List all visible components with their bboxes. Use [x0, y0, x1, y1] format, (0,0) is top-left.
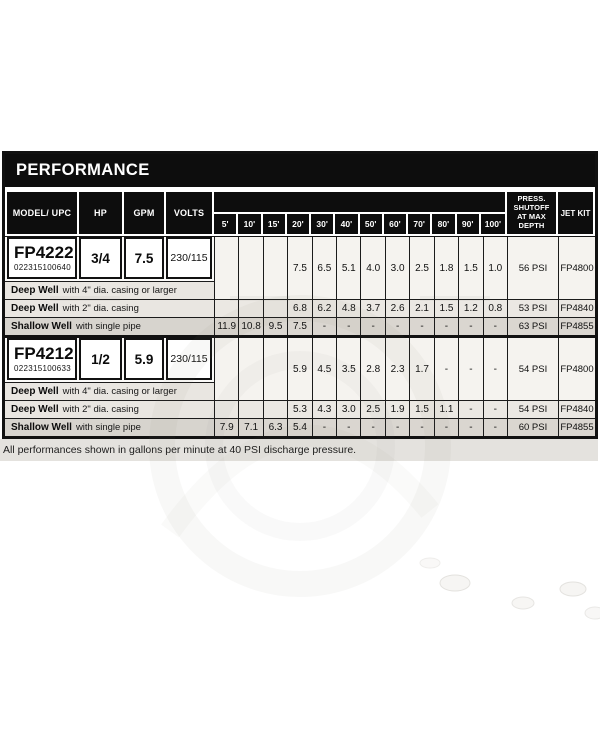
depth-value-cell: 3.7: [360, 299, 384, 317]
depth-value-cell: 4.5: [312, 338, 336, 400]
gpm-cell: [124, 338, 164, 380]
column-header-jet-kit: JET KIT: [558, 192, 593, 234]
press-shutoff-line: AT MAX: [517, 212, 546, 221]
depth-value-cell: 6.3: [263, 418, 287, 436]
hp-value: 3/4: [91, 250, 110, 266]
depth-value-cell: [238, 400, 262, 418]
model-cell: [7, 338, 77, 380]
gpm-value: 7.5: [134, 250, 154, 266]
depth-value-cell: -: [434, 317, 458, 335]
psi-value: 63 PSI: [507, 317, 558, 335]
depth-header-band: [214, 192, 505, 212]
depth-value-cell: -: [483, 317, 507, 335]
depth-value-cell: -: [360, 317, 384, 335]
row-label-rest: with 4" dia. casing or larger: [62, 386, 177, 397]
row-label-bold: Deep Well: [11, 404, 59, 415]
pump-blocks: [5, 236, 595, 436]
depth-value-cell: 2.1: [409, 299, 433, 317]
depth-value-cell: 0.8: [483, 299, 507, 317]
depth-value-cell: 9.5: [263, 317, 287, 335]
depth-value-cell: 7.5: [287, 237, 311, 299]
column-header-model-upc: MODEL/ UPC: [7, 192, 77, 234]
depth-value-cell: 1.5: [434, 299, 458, 317]
volts-value: 230/115: [170, 252, 208, 264]
depth-value-cell: -: [483, 418, 507, 436]
depth-labels-row: [214, 214, 505, 234]
row-label: [5, 299, 214, 317]
press-shutoff-line: PRESS.: [517, 194, 546, 204]
row-label: [5, 400, 214, 418]
depth-value-cell: 1.0: [483, 237, 507, 299]
row-label: [5, 281, 214, 299]
hp-cell: [79, 338, 122, 380]
depth-value-cell: 11.9: [214, 317, 238, 335]
model-cell: [7, 237, 77, 279]
jet-kit-value: FP4855: [558, 317, 595, 335]
depth-value-cell: [238, 338, 262, 400]
depth-value-cell: 1.9: [385, 400, 409, 418]
footnote-text: All performances shown in gallons per minute at 40 PSI discharge pressure.: [3, 444, 357, 456]
depth-value-cell: 3.0: [385, 237, 409, 299]
depth-value-cell: 4.3: [312, 400, 336, 418]
depth-value-cell: 6.2: [312, 299, 336, 317]
depth-value-cell: -: [483, 338, 507, 400]
table-header-row: [5, 190, 595, 236]
depth-value-cell: 2.3: [385, 338, 409, 400]
depth-value-cell: 3.0: [336, 400, 360, 418]
jet-kit-value: FP4800: [558, 338, 595, 400]
depth-column-header: 30': [311, 214, 333, 234]
depth-value-cell: [263, 299, 287, 317]
hp-value: 1/2: [91, 351, 110, 367]
row-label-rest: with 2" dia. casing: [62, 404, 139, 415]
depth-value-cell: 6.5: [312, 237, 336, 299]
depth-value-cell: [214, 299, 238, 317]
row-label-bold: Deep Well: [11, 303, 59, 314]
model-number: FP4222: [14, 243, 74, 263]
depth-value-cell: 1.5: [458, 237, 482, 299]
column-header-volts: VOLTS: [166, 192, 212, 234]
jet-kit-value: FP4840: [558, 400, 595, 418]
table-title: PERFORMANCE: [16, 161, 150, 179]
depth-columns-header-group: [214, 192, 505, 234]
depth-value-cell: 5.1: [336, 237, 360, 299]
row-label-bold: Deep Well: [11, 285, 59, 296]
depth-value-cell: 7.5: [287, 317, 311, 335]
jet-kit-value: FP4855: [558, 418, 595, 436]
depth-value-cell: -: [385, 418, 409, 436]
row-label-rest: with 4" dia. casing or larger: [62, 285, 177, 296]
depth-value-cell: 1.7: [409, 338, 433, 400]
depth-column-header: 40': [335, 214, 357, 234]
row-label-bold: Deep Well: [11, 386, 59, 397]
depth-value-cell: [263, 237, 287, 299]
depth-value-cell: -: [385, 317, 409, 335]
volts-cell: [166, 338, 212, 380]
psi-value: 53 PSI: [507, 299, 558, 317]
depth-value-cell: -: [434, 418, 458, 436]
hp-cell: [79, 237, 122, 279]
depth-column-header: 50': [360, 214, 382, 234]
column-header-press-shutoff: [507, 192, 556, 234]
depth-value-cell: -: [458, 418, 482, 436]
depth-value-cell: 4.8: [336, 299, 360, 317]
depth-value-cell: 2.5: [360, 400, 384, 418]
depth-value-cell: 2.8: [360, 338, 384, 400]
jet-kit-value: FP4800: [558, 237, 595, 299]
model-upc: 022315100633: [14, 363, 71, 373]
depth-value-cell: [263, 338, 287, 400]
press-shutoff-line: SHUTOFF: [513, 203, 550, 213]
depth-value-cell: [214, 237, 238, 299]
psi-value: 60 PSI: [507, 418, 558, 436]
depth-value-cell: [263, 400, 287, 418]
psi-value: 56 PSI: [507, 237, 558, 299]
table-title-bar: [5, 154, 595, 187]
depth-column-header: 90': [457, 214, 479, 234]
depth-value-cell: 2.6: [385, 299, 409, 317]
row-label: [5, 382, 214, 400]
depth-column-header: 15': [263, 214, 285, 234]
depth-value-cell: 4.0: [360, 237, 384, 299]
depth-value-cell: 7.9: [214, 418, 238, 436]
depth-column-header: 5': [214, 214, 236, 234]
depth-column-header: 60': [384, 214, 406, 234]
volts-value: 230/115: [170, 353, 208, 365]
depth-value-cell: -: [336, 317, 360, 335]
depth-value-cell: [238, 237, 262, 299]
depth-value-cell: -: [336, 418, 360, 436]
performance-table: [2, 151, 598, 439]
depth-column-header: 100': [481, 214, 505, 234]
psi-value: 54 PSI: [507, 338, 558, 400]
row-label: [5, 317, 214, 335]
depth-value-cell: -: [409, 317, 433, 335]
footnote-bar: [0, 439, 598, 461]
depth-value-cell: 1.2: [458, 299, 482, 317]
pump-block: [5, 335, 595, 436]
depth-column-header: 70': [408, 214, 430, 234]
depth-value-cell: 7.1: [238, 418, 262, 436]
row-label-rest: with single pipe: [75, 422, 141, 433]
depth-value-cell: [238, 299, 262, 317]
depth-column-header: 20': [287, 214, 309, 234]
depth-value-cell: -: [434, 338, 458, 400]
pump-block: [5, 236, 595, 335]
jet-kit-value: FP4840: [558, 299, 595, 317]
column-header-hp: HP: [79, 192, 122, 234]
depth-value-cell: 1.8: [434, 237, 458, 299]
volts-cell: [166, 237, 212, 279]
gpm-cell: [124, 237, 164, 279]
depth-value-cell: -: [458, 400, 482, 418]
row-label-bold: Shallow Well: [11, 422, 72, 433]
depth-value-cell: -: [458, 317, 482, 335]
row-label-rest: with 2" dia. casing: [62, 303, 139, 314]
press-shutoff-line: DEPTH: [518, 220, 545, 230]
depth-value-cell: 10.8: [238, 317, 262, 335]
page: [0, 151, 600, 751]
depth-value-cell: [214, 400, 238, 418]
depth-value-cell: 3.5: [336, 338, 360, 400]
row-label-bold: Shallow Well: [11, 321, 72, 332]
column-header-gpm: GPM: [124, 192, 164, 234]
depth-value-cell: 5.3: [287, 400, 311, 418]
depth-value-cell: -: [483, 400, 507, 418]
depth-column-header: 80': [432, 214, 454, 234]
depth-value-cell: [214, 338, 238, 400]
depth-value-cell: 5.4: [287, 418, 311, 436]
depth-column-header: 10': [238, 214, 260, 234]
model-upc: 022315100640: [14, 262, 71, 272]
psi-value: 54 PSI: [507, 400, 558, 418]
depth-value-cell: -: [312, 317, 336, 335]
row-label: [5, 418, 214, 436]
depth-value-cell: -: [360, 418, 384, 436]
depth-value-cell: 1.1: [434, 400, 458, 418]
model-number: FP4212: [14, 344, 74, 364]
depth-value-cell: 6.8: [287, 299, 311, 317]
depth-value-cell: 1.5: [409, 400, 433, 418]
depth-value-cell: -: [458, 338, 482, 400]
gpm-value: 5.9: [134, 351, 154, 367]
depth-value-cell: -: [312, 418, 336, 436]
depth-value-cell: 5.9: [287, 338, 311, 400]
depth-value-cell: 2.5: [409, 237, 433, 299]
depth-value-cell: -: [409, 418, 433, 436]
row-label-rest: with single pipe: [75, 321, 141, 332]
